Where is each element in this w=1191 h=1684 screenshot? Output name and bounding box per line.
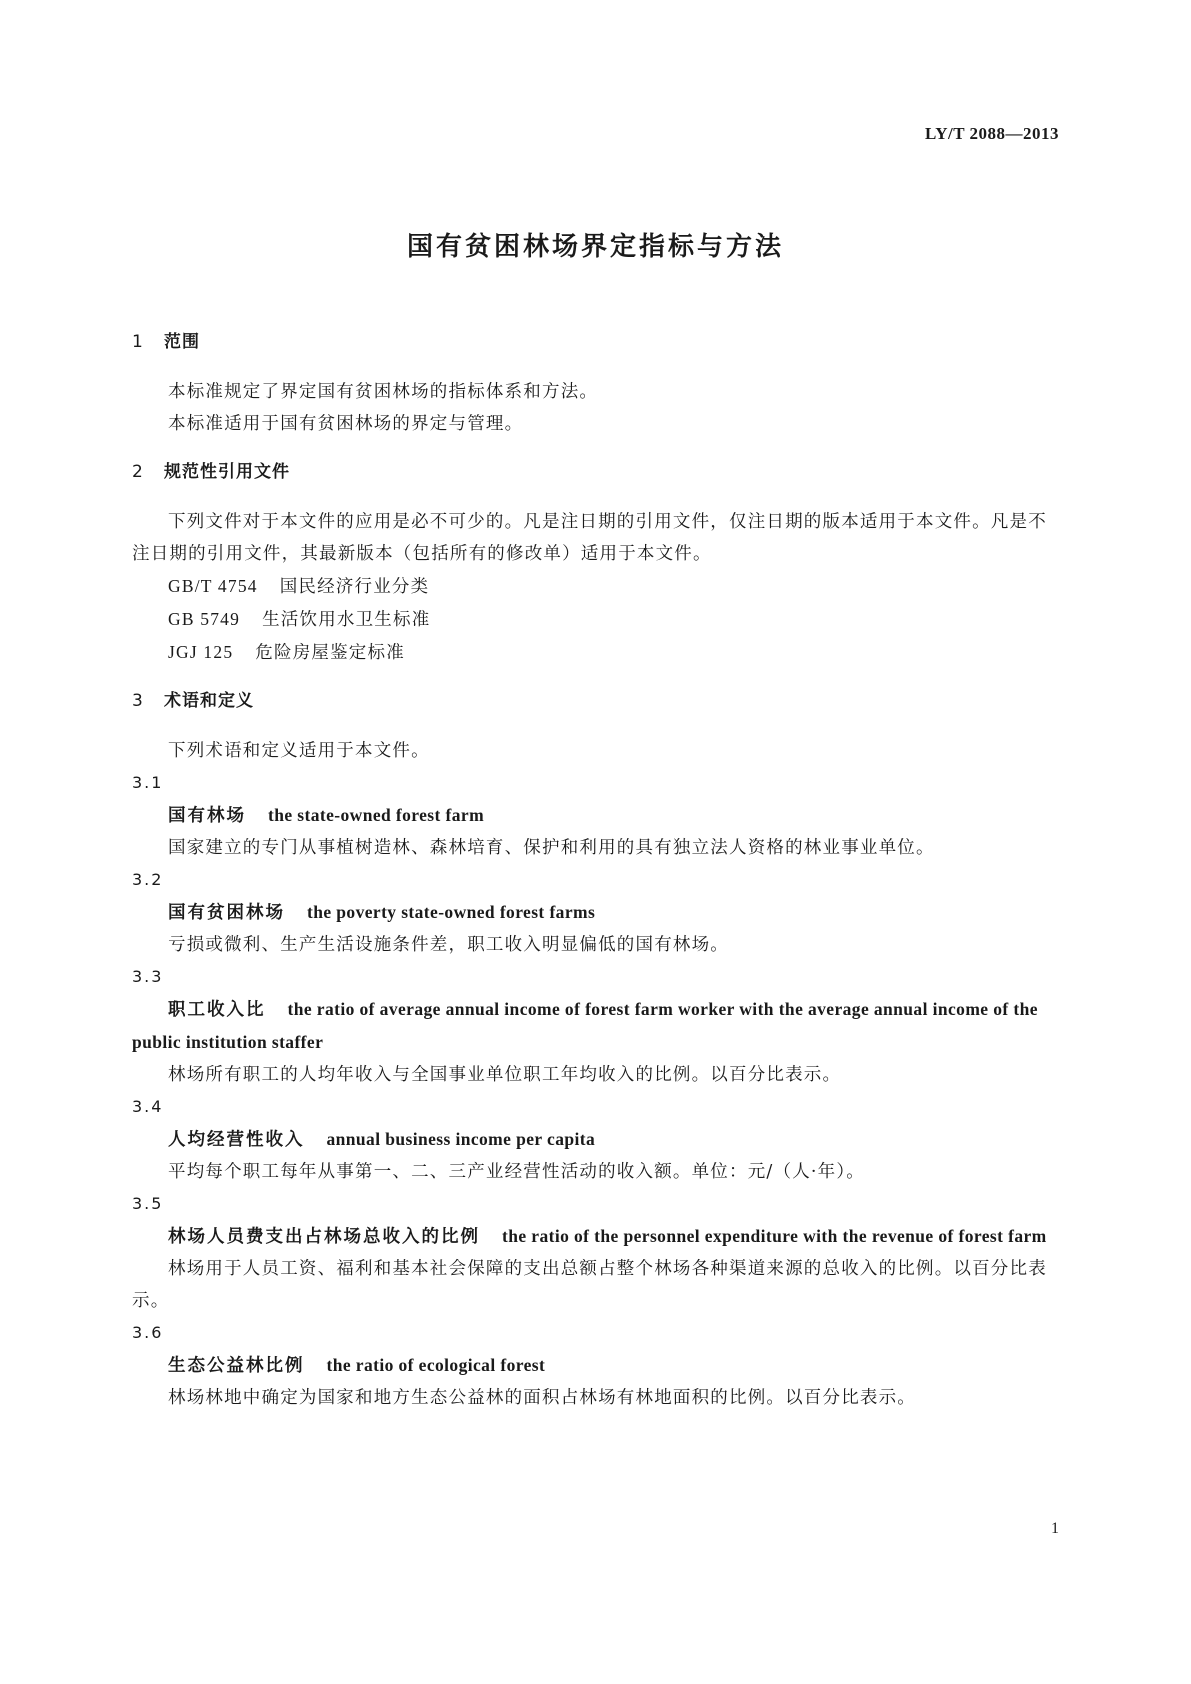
reference-item: [132, 636, 1064, 669]
term-title: [132, 1349, 1064, 1382]
term-number: 3.3: [132, 967, 164, 986]
document-body: [132, 330, 1064, 1414]
paragraph: 下列术语和定义适用于本文件。: [168, 741, 430, 761]
section-title: 范围: [164, 332, 200, 352]
term-number: 3.5: [132, 1194, 164, 1213]
term-number: 3.6: [132, 1323, 164, 1342]
term-number: 3.2: [132, 870, 164, 889]
document-title: 国有贫困林场界定指标与方法: [406, 232, 784, 262]
term-zh: 人均经营性收入: [168, 1130, 305, 1150]
paragraph: 本标准规定了界定国有贫困林场的指标体系和方法。: [168, 382, 599, 402]
reference-name: 危险房屋鉴定标准: [255, 643, 405, 663]
reference-code: GB 5749: [168, 609, 241, 629]
term-en: the ratio of average annual income of forest farm worker with the average annual income of the public institution staffer: [132, 999, 1038, 1052]
reference-code: JGJ 125: [168, 642, 234, 662]
term-title: [132, 993, 1064, 1059]
term-definition: 亏损或微利、生产生活设施条件差，职工收入明显偏低的国有林场。: [168, 935, 729, 955]
reference-name: 国民经济行业分类: [279, 577, 430, 597]
reference-code: GB/T 4754: [168, 576, 258, 596]
section-number: 1: [132, 332, 144, 352]
term-definition: 林场用于人员工资、福利和基本社会保障的支出总额占整个林场各种渠道来源的总收入的比例。以百分比表示。: [132, 1259, 1047, 1311]
reference-item: [132, 603, 1064, 636]
term-zh: 国有贫困林场: [168, 903, 285, 923]
term-en: annual business income per capita: [326, 1129, 596, 1149]
standard-code: LY/T 2088—2013: [924, 124, 1059, 143]
section-title: 规范性引用文件: [164, 462, 290, 482]
term-definition: 平均每个职工每年从事第一、二、三产业经营性活动的收入额。单位：元/（人·年）。: [168, 1162, 866, 1182]
reference-item: [132, 570, 1064, 603]
term-zh: 国有林场: [168, 806, 246, 826]
term-en: the ratio of ecological forest: [326, 1355, 546, 1375]
page-number: 1: [1051, 1520, 1059, 1537]
term-title: [132, 1123, 1064, 1156]
section-number: 2: [132, 462, 144, 482]
term-definition: 林场所有职工的人均年收入与全国事业单位职工年均收入的比例。以百分比表示。: [168, 1065, 842, 1085]
term-title: [132, 799, 1064, 832]
section-1-heading: [132, 330, 1064, 354]
term-title: [132, 896, 1064, 929]
term-en: the state-owned forest farm: [268, 805, 485, 825]
term-zh: 林场人员费支出占林场总收入的比例: [168, 1227, 480, 1247]
term-definition: 林场林地中确定为国家和地方生态公益林的面积占林场有林地面积的比例。以百分比表示。: [168, 1388, 916, 1408]
term-en: the poverty state-owned forest farms: [307, 902, 596, 922]
paragraph: 下列文件对于本文件的应用是必不可少的。凡是注日期的引用文件，仅注日期的版本适用于本文件。凡是不注日期的引用文件，其最新版本（包括所有的修改单）适用于本文件。: [132, 512, 1047, 564]
paragraph: 本标准适用于国有贫困林场的界定与管理。: [168, 414, 524, 434]
term-en: the ratio of the personnel expenditure with the revenue of forest farm: [502, 1226, 1047, 1246]
section-title: 术语和定义: [164, 691, 254, 711]
term-definition: 国家建立的专门从事植树造林、森林培育、保护和利用的具有独立法人资格的林业事业单位。: [168, 838, 935, 858]
term-zh: 生态公益林比例: [168, 1356, 305, 1376]
term-title: [132, 1220, 1064, 1253]
term-zh: 职工收入比: [168, 1000, 266, 1020]
section-3-heading: [132, 689, 1064, 713]
section-number: 3: [132, 691, 144, 711]
term-number: 3.1: [132, 773, 164, 792]
term-number: 3.4: [132, 1097, 164, 1116]
section-2-heading: [132, 460, 1064, 484]
reference-name: 生活饮用水卫生标准: [262, 610, 431, 630]
